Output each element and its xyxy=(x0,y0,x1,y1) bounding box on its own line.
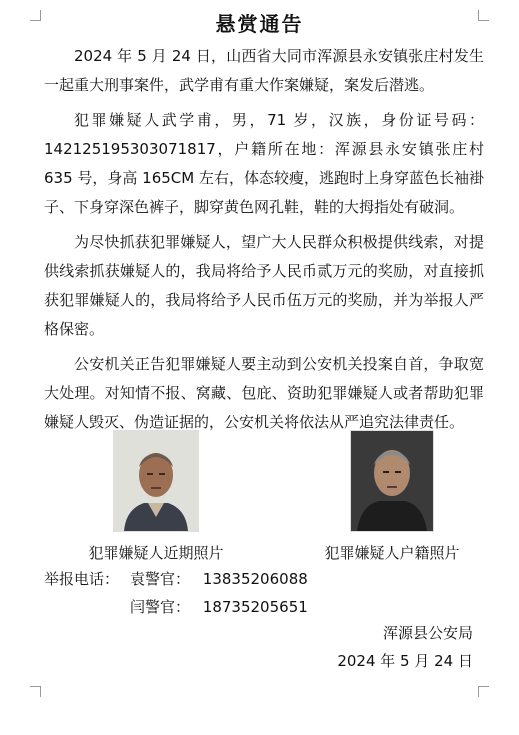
report-phone-label: 举报电话： xyxy=(44,570,120,588)
paragraph-warning: 公安机关正告犯罪嫌疑人要主动到公安机关投案自首，争取宽大处理。对知情不报、窝藏、包庇、资助犯罪嫌疑人或者帮助犯罪嫌疑人毁灭、伪造证据的，公安机关将依法从严追究法律责任。 xyxy=(44,355,484,431)
suspect-recent-photo xyxy=(113,430,199,532)
paragraph-reward: 为尽快抓获犯罪嫌疑人，望广大人民群众积极提供线索，对提供线索抓获嫌疑人的，我局将给予人民币贰万元的奖励，对直接抓获犯罪嫌疑人的，我局将给予人民币伍万元的奖励，并为举报人严格保密。 xyxy=(44,233,484,338)
registry-photo-block xyxy=(318,430,466,563)
paragraph-incident: 2024 年 5 月 24 日，山西省大同市浑源县永安镇张庄村发生一起重大刑事案件，武学甫有重大作案嫌疑，案发后潜逃。 xyxy=(44,47,484,94)
recent-photo-caption: 犯罪嫌疑人近期照片 xyxy=(88,544,224,562)
registry-photo-caption: 犯罪嫌疑人户籍照片 xyxy=(324,544,460,562)
issue-date: 2024 年 5 月 24 日 xyxy=(337,652,473,670)
suspect-registry-photo xyxy=(350,430,434,532)
officer-phone-1[interactable]: 13835206088 xyxy=(202,570,308,588)
paragraph-suspect-description: 犯罪嫌疑人武学甫，男，71 岁，汉族，身份证号码：142125195303071817，户籍所在地：浑源县永安镇张庄村 635 号，身高 165CM 左右，体态较瘦，逃跑时上身穿蓝色长袖褂子、下身穿深色裤子，脚穿黄色网孔鞋，鞋的大拇指处有破洞。 xyxy=(44,111,484,216)
officer-name-1: 袁警官： xyxy=(130,570,191,588)
officer-contact-2 xyxy=(130,596,308,617)
notice-body xyxy=(44,42,484,443)
issuing-agency: 浑源县公安局 xyxy=(382,624,473,642)
notice-title: 悬赏通告 xyxy=(215,12,304,36)
corner-mark-bottom-right xyxy=(478,686,489,697)
officer-contact-1 xyxy=(130,568,308,589)
officer-name-2: 闫警官： xyxy=(130,598,191,616)
recent-photo-block xyxy=(82,430,230,563)
corner-mark-bottom-left xyxy=(30,686,41,697)
officer-phone-2[interactable]: 18735205651 xyxy=(202,598,308,616)
